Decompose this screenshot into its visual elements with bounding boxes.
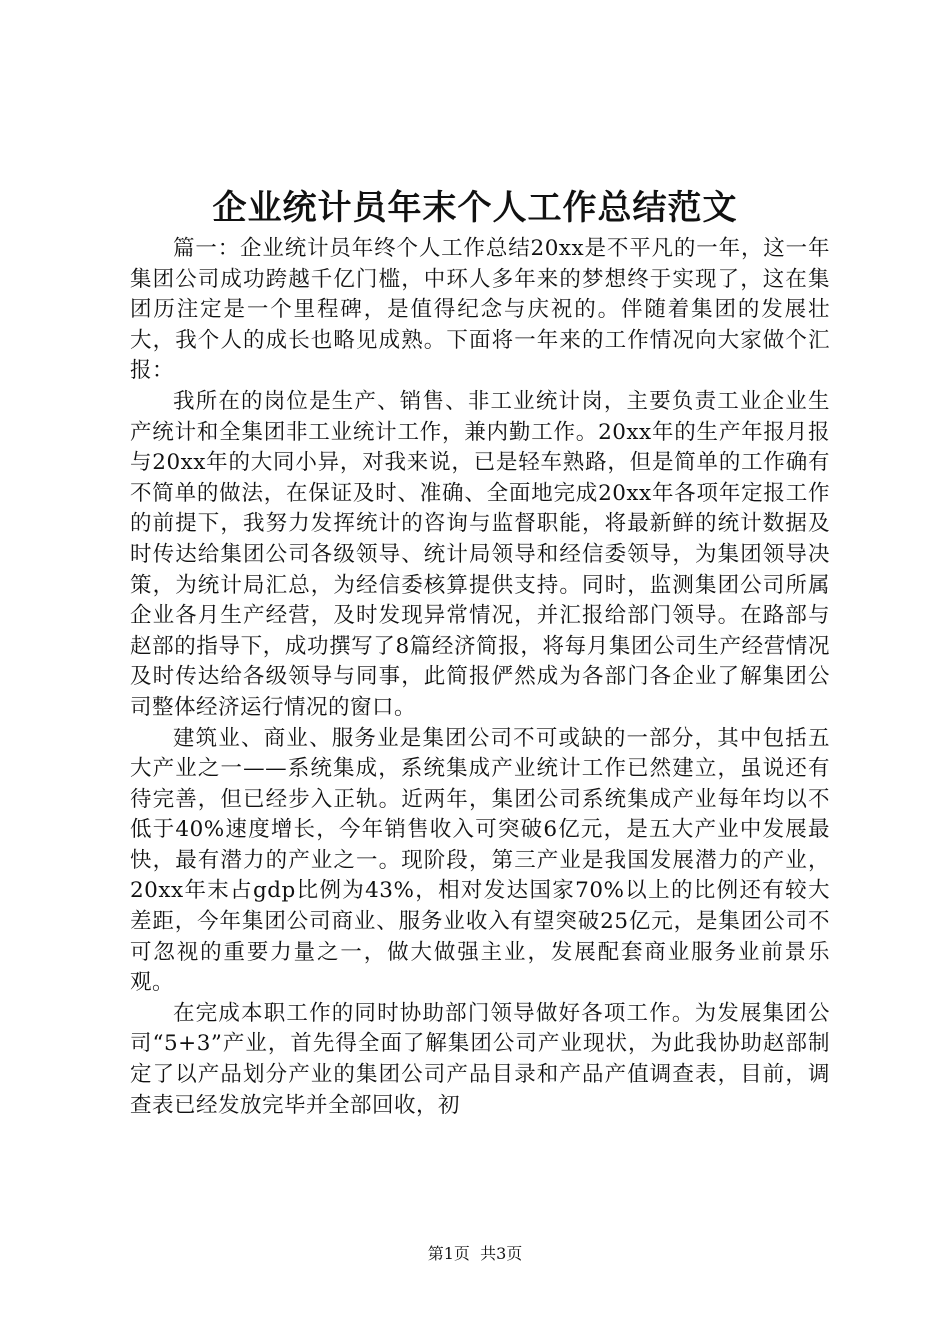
- paragraph-4: 在完成本职工作的同时协助部门领导做好各项工作。为发展集团公司“5+3”产业，首先得全面了解集团公司产业现状，为此我协助赵部制定了以产品划分产业的集团公司产品目录和产品产值调查表，目前，调查表已经发放完毕并全部回收，初: [130, 1000, 830, 1118]
- document-body: [130, 234, 830, 1121]
- page-footer: [0, 1243, 950, 1265]
- paragraph-1: 篇一：企业统计员年终个人工作总结20xx是不平凡的一年，这一年集团公司成功跨越千亿门槛，中环人多年来的梦想终于实现了，这在集团历注定是一个里程碑，是值得纪念与庆祝的。伴随着集团的发展壮大，我个人的成长也略见成熟。下面将一年来的工作情况向大家做个汇报：: [130, 236, 830, 384]
- document-title: 企业统计员年末个人工作总结范文: [212, 188, 738, 228]
- paragraph-3: 建筑业、商业、服务业是集团公司不可或缺的一部分，其中包括五大产业之一——系统集成，系统集成产业统计工作已然建立，虽说还有待完善，但已经步入正轨。近两年，集团公司系统集成产业每年均以不低于40%速度增长，今年销售收入可突破6亿元，是五大产业中发展最快，最有潜力的产业之一。现阶段，第三产业是我国发展潜力的产业，20xx年末占gdp比例为43%，相对发达国家70%以上的比例还有较大差距，今年集团公司商业、服务业收入有望突破25亿元，是集团公司不可忽视的重要力量之一，做大做强主业，发展配套商业服务业前景乐观。: [130, 725, 830, 996]
- page-total: 共3页: [480, 1244, 523, 1263]
- footer-separator: [470, 1244, 480, 1263]
- page-number: 第1页: [427, 1244, 470, 1263]
- paragraph-2: 我所在的岗位是生产、销售、非工业统计岗，主要负责工业企业生产统计和全集团非工业统计工作，兼内勤工作。20xx年的生产年报月报与20xx年的大同小异，对我来说，已是轻车熟路，但是简单的工作确有不简单的做法，在保证及时、准确、全面地完成20xx年各项年定报工作的前提下，我努力发挥统计的咨询与监督职能，将最新鲜的统计数据及时传达给集团公司各级领导、统计局领导和经信委领导，为集团领导决策，为统计局汇总，为经信委核算提供支持。同时，监测集团公司所属企业各月生产经营，及时发现异常情况，并汇报给部门领导。在路部与赵部的指导下，成功撰写了8篇经济简报，将每月集团公司生产经营情况及时传达给各级领导与同事，此简报俨然成为各部门各企业了解集团公司整体经济运行情况的窗口。: [130, 388, 830, 720]
